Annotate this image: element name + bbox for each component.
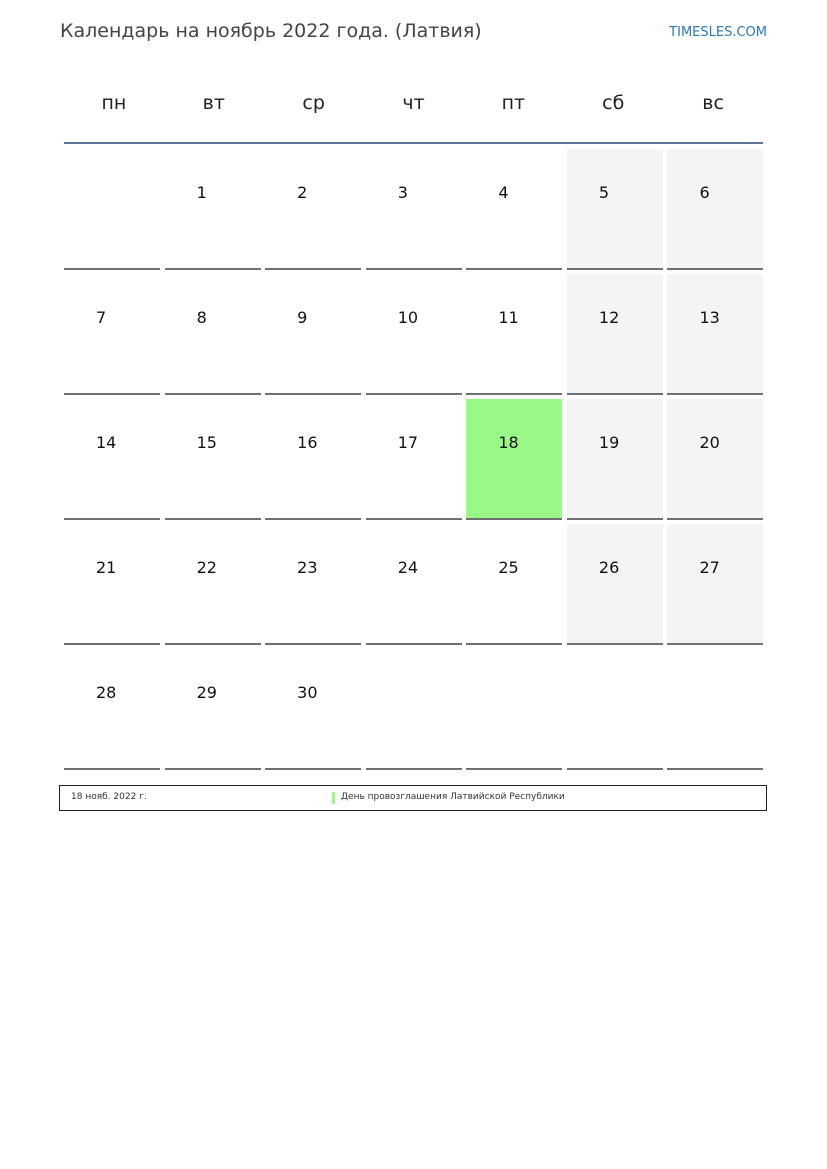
weekday-thu: чт: [402, 92, 425, 114]
day-number: 21: [96, 558, 117, 577]
day-number: 7: [96, 308, 107, 327]
day-number: 11: [498, 308, 519, 327]
day-cell: [165, 274, 261, 395]
weekend-day-cell: [667, 274, 763, 395]
day-number: 17: [397, 433, 419, 452]
weekday-mon: пн: [101, 92, 127, 114]
weekend-day-cell: [567, 274, 663, 395]
day-number: 9: [297, 308, 308, 327]
weekend-day-cell: [667, 399, 763, 520]
day-number: 1: [196, 183, 207, 202]
weekday-wed: ср: [302, 92, 325, 114]
week-row: [64, 649, 768, 774]
page-title: Календарь на ноябрь 2022 года. (Латвия): [60, 20, 482, 42]
day-cell: [567, 649, 663, 770]
day-number: 4: [498, 183, 509, 202]
day-cell: [265, 649, 361, 770]
week-row: [64, 149, 768, 274]
header-divider: [64, 142, 763, 144]
day-number: 19: [598, 433, 620, 452]
day-cell: [366, 399, 462, 520]
day-cell: [265, 274, 361, 395]
day-cell: [64, 524, 160, 645]
holiday-day-cell: [466, 399, 562, 520]
week-row: [64, 524, 768, 649]
day-cell: [265, 399, 361, 520]
day-cell: [64, 399, 160, 520]
day-cell: [64, 649, 160, 770]
weekend-day-cell: [567, 149, 663, 270]
day-number: 3: [397, 183, 408, 202]
day-cell: [64, 149, 160, 270]
day-cell: [366, 149, 462, 270]
weekend-day-cell: [567, 524, 663, 645]
weekday-header-row: [64, 92, 763, 114]
weekday-tue: вт: [202, 92, 225, 114]
day-number: 6: [699, 183, 710, 202]
weekday-sat: сб: [602, 92, 625, 114]
holiday-legend: [59, 785, 767, 811]
day-cell: [165, 149, 261, 270]
day-number: 5: [598, 183, 610, 202]
day-number: 15: [196, 433, 217, 452]
weekday-fri: пт: [501, 92, 526, 114]
day-number: 27: [699, 558, 720, 577]
day-number: 20: [699, 433, 720, 452]
legend-date: 18 нояб. 2022 г.: [71, 792, 147, 802]
day-number: 25: [498, 558, 519, 577]
day-number: 26: [598, 558, 620, 577]
calendar-grid: [64, 149, 768, 774]
day-cell: [466, 274, 562, 395]
weekend-day-cell: [667, 149, 763, 270]
day-number: 13: [699, 308, 720, 327]
weekend-day-cell: [667, 524, 763, 645]
day-cell: [366, 524, 462, 645]
day-cell: [165, 399, 261, 520]
site-link[interactable]: TIMESLES.COM: [669, 25, 767, 40]
day-number: 8: [196, 308, 207, 327]
day-cell: [64, 274, 160, 395]
weekend-day-cell: [567, 399, 663, 520]
day-cell: [265, 149, 361, 270]
day-cell: [366, 649, 462, 770]
day-number: 10: [397, 308, 419, 327]
day-number: 22: [196, 558, 217, 577]
day-cell: [466, 524, 562, 645]
weekday-sun: вс: [702, 92, 724, 114]
day-cell: [466, 649, 562, 770]
week-row: [64, 399, 768, 524]
day-number: 14: [96, 433, 117, 452]
day-number: 30: [297, 683, 318, 702]
day-number: 18: [498, 433, 519, 452]
legend-color-swatch: [332, 792, 335, 804]
day-number: 29: [196, 683, 217, 702]
day-cell: [366, 274, 462, 395]
day-cell: [265, 524, 361, 645]
day-cell: [165, 524, 261, 645]
day-cell: [667, 649, 763, 770]
day-number: 23: [297, 558, 318, 577]
day-cell: [466, 149, 562, 270]
day-number: 24: [397, 558, 419, 577]
day-cell: [165, 649, 261, 770]
legend-holiday-name: День провозглашения Латвийской Республики: [341, 792, 565, 802]
week-row: [64, 274, 768, 399]
day-number: 2: [297, 183, 308, 202]
day-number: 12: [598, 308, 620, 327]
day-number: 28: [96, 683, 117, 702]
day-number: 16: [297, 433, 318, 452]
